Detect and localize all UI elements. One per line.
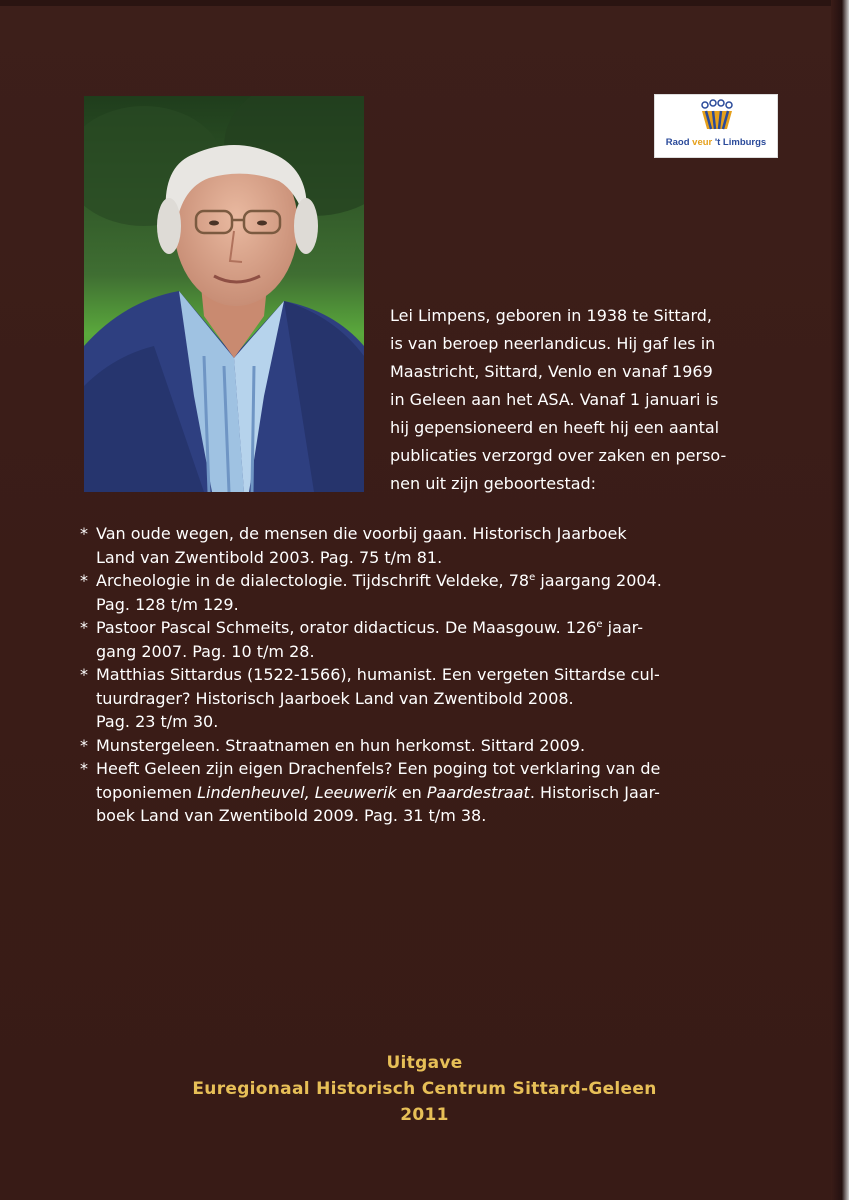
list-bullet: *: [80, 735, 88, 755]
publication-line: tuurdrager? Historisch Jaarboek Land van Zwentibold 2008.: [96, 688, 574, 708]
publication-item: [80, 663, 800, 734]
ordinal-superscript: e: [529, 572, 536, 583]
bio-line: hij gepensioneerd en heeft hij een aantal: [390, 418, 720, 437]
list-bullet: *: [80, 665, 88, 684]
bio-line: nen uit zijn geboortestad:: [390, 474, 597, 493]
publication-item: [80, 522, 800, 569]
publication-line: [96, 781, 800, 805]
logo-word-raod: Raod: [665, 137, 690, 148]
logo-figures-icon: [701, 99, 733, 133]
publication-item: [80, 569, 800, 616]
bio-line: publicaties verzorgd over zaken en perso-: [390, 446, 727, 465]
publication-text: . Historisch Jaar-: [529, 782, 660, 802]
publication-line: boek Land van Zwentibold 2009. Pag. 31 t/m 38.: [96, 806, 487, 825]
author-bio: [390, 302, 780, 498]
publication-year: 2011: [400, 1105, 449, 1125]
cover-top-edge: [0, 0, 849, 6]
publisher-name: Euregionaal Historisch Centrum Sittard-Geleen: [192, 1079, 657, 1099]
list-bullet: *: [80, 571, 88, 590]
bio-line: in Geleen aan het ASA. Vanaf 1 januari is: [390, 390, 719, 409]
cover-spine-edge: [831, 0, 849, 1200]
logo-word-veur: veur: [692, 137, 713, 148]
publisher-block: [0, 1050, 849, 1128]
publication-line: Matthias Sittardus (1522-1566), humanist. Een vergeten Sittardse cul-: [96, 665, 660, 684]
bio-line: Lei Limpens, geboren in 1938 te Sittard,: [390, 306, 713, 325]
logo-word-limburgs: 't Limburgs: [714, 137, 767, 148]
list-bullet: *: [80, 524, 88, 543]
publication-line: Munstergeleen. Straatnamen en hun herkomst. Sittard 2009.: [96, 735, 586, 755]
publication-item: [80, 734, 800, 758]
logo-wordmark: [655, 137, 777, 148]
publication-line: Heeft Geleen zijn eigen Drachenfels? Een poging tot verklaring van de: [96, 759, 661, 778]
publication-line: Van oude wegen, de mensen die voorbij gaan. Historisch Jaarboek: [96, 524, 627, 543]
publication-line: Pag. 23 t/m 30.: [96, 712, 219, 731]
author-portrait-icon: [84, 96, 364, 492]
list-bullet: *: [80, 759, 88, 778]
publication-list: [80, 522, 800, 828]
italic-toponym: Paardestraat: [426, 782, 530, 802]
bio-line: Maastricht, Sittard, Venlo en vanaf 1969: [390, 362, 713, 381]
publication-text: toponiemen: [96, 782, 198, 802]
publication-text: en: [396, 782, 427, 802]
publication-text: Pastoor Pascal Schmeits, orator didacticus. De Maasgouw. 126: [96, 618, 597, 637]
raod-veur-t-limburgs-logo: [654, 94, 778, 158]
publication-text: jaar-: [602, 618, 643, 637]
publication-line: [96, 569, 800, 593]
ordinal-superscript: e: [596, 619, 603, 630]
publication-line: Pag. 128 t/m 129.: [96, 594, 239, 614]
bio-line: is van beroep neerlandicus. Hij gaf les in: [390, 334, 716, 353]
publication-text: Archeologie in de dialectologie. Tijdschrift Veldeke, 78: [96, 571, 530, 590]
publication-line: Land van Zwentibold 2003. Pag. 75 t/m 81.: [96, 547, 443, 567]
italic-toponyms: Lindenheuvel, Leeuwerik: [197, 782, 397, 802]
publication-item: [80, 616, 800, 663]
author-portrait-photo: [84, 96, 364, 492]
publication-line: gang 2007. Pag. 10 t/m 28.: [96, 641, 315, 661]
publication-text: jaargang 2004.: [535, 571, 662, 590]
list-bullet: *: [80, 618, 88, 637]
publisher-label: Uitgave: [386, 1053, 463, 1073]
publication-line: [96, 616, 800, 640]
publication-item: [80, 757, 800, 828]
